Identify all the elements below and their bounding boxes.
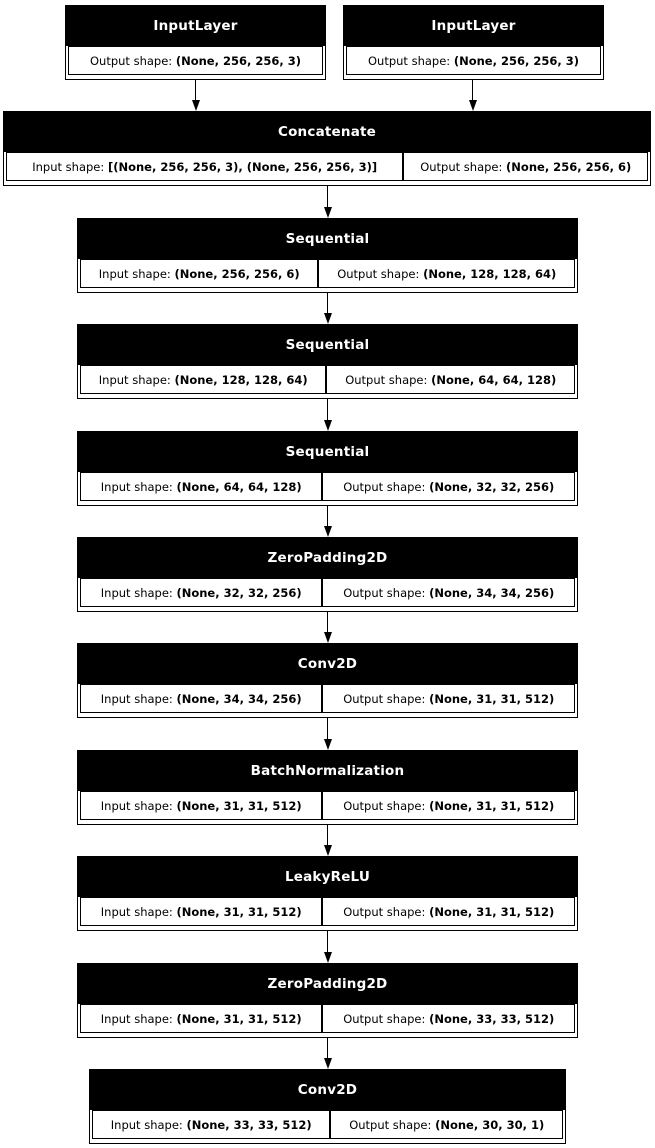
shape-label: Output shape: xyxy=(337,266,420,281)
shape-value: (None, 256, 256, 6) xyxy=(506,159,632,174)
shape-label: Output shape: xyxy=(343,691,426,706)
edge-input-layer-2-to-concatenate xyxy=(468,80,477,111)
node-batch-normalization xyxy=(77,750,578,825)
input-shape-cell xyxy=(80,1004,322,1033)
edge-line xyxy=(327,1038,329,1058)
arrowhead-icon xyxy=(324,207,332,218)
input-shape-cell xyxy=(80,684,322,713)
arrowhead-icon xyxy=(324,420,332,431)
edge-line xyxy=(327,825,329,845)
edge-batch-normalization-to-leaky-relu xyxy=(323,825,332,856)
arrowhead-icon xyxy=(324,1058,332,1069)
layer-type-label: ZeroPadding2D xyxy=(78,964,577,1004)
edge-line xyxy=(327,293,329,313)
arrowhead-icon xyxy=(192,100,200,111)
node-conv2d-1 xyxy=(77,643,578,718)
shape-label: Output shape: xyxy=(343,798,426,813)
shape-value: (None, 34, 34, 256) xyxy=(429,585,555,600)
node-input-layer-2 xyxy=(343,5,604,80)
layer-type-label: Conv2D xyxy=(90,1070,565,1110)
arrowhead-icon xyxy=(324,845,332,856)
input-shape-cell xyxy=(80,578,322,607)
shape-value: (None, 31, 31, 512) xyxy=(429,798,555,813)
shape-value: (None, 31, 31, 512) xyxy=(176,798,302,813)
shape-label: Output shape: xyxy=(349,1117,432,1132)
edge-sequential-2-to-sequential-3 xyxy=(323,399,332,431)
arrowhead-icon xyxy=(469,100,477,111)
output-shape-cell xyxy=(326,365,575,394)
edge-sequential-1-to-sequential-2 xyxy=(323,293,332,324)
edge-sequential-3-to-zero-padding2d-1 xyxy=(323,506,332,537)
edge-line xyxy=(327,931,329,952)
shape-value: (None, 31, 31, 512) xyxy=(176,1011,302,1026)
edge-line xyxy=(327,718,329,739)
output-shape-cell xyxy=(346,46,601,75)
shape-label: Input shape: xyxy=(100,904,173,919)
layer-type-label: LeakyReLU xyxy=(78,857,577,897)
shape-label: Input shape: xyxy=(98,372,171,387)
edge-line xyxy=(472,80,474,100)
shape-value: (None, 34, 34, 256) xyxy=(176,691,302,706)
shape-label: Input shape: xyxy=(110,1117,183,1132)
input-shape-cell xyxy=(80,897,322,926)
layer-type-label: Sequential xyxy=(78,432,577,472)
layer-type-label: InputLayer xyxy=(344,6,603,46)
layer-type-label: Concatenate xyxy=(4,112,650,152)
edge-line xyxy=(327,506,329,526)
edge-zero-padding2d-1-to-conv2d-1 xyxy=(323,612,332,643)
shape-label: Output shape: xyxy=(345,372,428,387)
node-input-layer-1 xyxy=(65,5,326,80)
shape-value: (None, 32, 32, 256) xyxy=(429,479,555,494)
output-shape-cell xyxy=(403,152,648,181)
edge-concatenate-to-sequential-1 xyxy=(323,186,332,218)
arrowhead-icon xyxy=(324,632,332,643)
input-shape-cell xyxy=(80,365,326,394)
output-shape-cell xyxy=(330,1110,563,1139)
input-shape-cell xyxy=(80,472,322,501)
shape-value: (None, 256, 256, 6) xyxy=(174,266,300,281)
output-shape-cell xyxy=(318,259,575,288)
shape-value: (None, 256, 256, 3) xyxy=(175,53,301,68)
layer-type-label: ZeroPadding2D xyxy=(78,538,577,578)
shape-label: Input shape: xyxy=(100,798,173,813)
shape-value: (None, 64, 64, 128) xyxy=(431,372,557,387)
node-sequential-2 xyxy=(77,324,578,399)
edge-line xyxy=(327,399,329,420)
shape-label: Input shape: xyxy=(98,266,171,281)
shape-value: (None, 128, 128, 64) xyxy=(423,266,557,281)
shape-label: Output shape: xyxy=(343,585,426,600)
shape-value: (None, 30, 30, 1) xyxy=(435,1117,545,1132)
input-shape-cell xyxy=(80,791,322,820)
layer-type-label: InputLayer xyxy=(66,6,325,46)
input-shape-cell xyxy=(80,259,318,288)
layer-type-label: Conv2D xyxy=(78,644,577,684)
shape-label: Input shape: xyxy=(100,1011,173,1026)
edge-input-layer-1-to-concatenate xyxy=(191,80,200,111)
node-concatenate xyxy=(3,111,651,186)
shape-value: (None, 31, 31, 512) xyxy=(429,691,555,706)
node-sequential-3 xyxy=(77,431,578,506)
shape-label: Input shape: xyxy=(100,479,173,494)
node-conv2d-2 xyxy=(89,1069,566,1144)
shape-label: Input shape: xyxy=(100,585,173,600)
shape-label: Output shape: xyxy=(343,479,426,494)
layer-type-label: Sequential xyxy=(78,219,577,259)
shape-value: (None, 256, 256, 3) xyxy=(453,53,579,68)
node-zero-padding2d-1 xyxy=(77,537,578,612)
edge-line xyxy=(195,80,197,100)
node-leaky-relu xyxy=(77,856,578,931)
edge-zero-padding2d-2-to-conv2d-2 xyxy=(323,1038,332,1069)
output-shape-cell xyxy=(322,684,575,713)
arrowhead-icon xyxy=(324,313,332,324)
edge-line xyxy=(327,186,329,207)
shape-label: Output shape: xyxy=(343,904,426,919)
output-shape-cell xyxy=(322,472,575,501)
shape-label: Output shape: xyxy=(343,1011,426,1026)
output-shape-cell xyxy=(68,46,323,75)
shape-value: (None, 31, 31, 512) xyxy=(429,904,555,919)
arrowhead-icon xyxy=(324,952,332,963)
arrowhead-icon xyxy=(324,739,332,750)
layer-type-label: Sequential xyxy=(78,325,577,365)
shape-label: Output shape: xyxy=(367,53,451,68)
shape-label: Output shape: xyxy=(420,159,503,174)
shape-value: (None, 31, 31, 512) xyxy=(176,904,302,919)
node-sequential-1 xyxy=(77,218,578,293)
edge-conv2d-1-to-batch-normalization xyxy=(323,718,332,750)
shape-label: Output shape: xyxy=(89,53,173,68)
shape-value: (None, 32, 32, 256) xyxy=(176,585,302,600)
layer-type-label: BatchNormalization xyxy=(78,751,577,791)
shape-value: (None, 33, 33, 512) xyxy=(429,1011,555,1026)
shape-value: [(None, 256, 256, 3), (None, 256, 256, 3)] xyxy=(107,159,378,174)
shape-value: (None, 33, 33, 512) xyxy=(186,1117,312,1132)
output-shape-cell xyxy=(322,1004,575,1033)
input-shape-cell xyxy=(6,152,403,181)
node-zero-padding2d-2 xyxy=(77,963,578,1038)
input-shape-cell xyxy=(92,1110,330,1139)
edge-leaky-relu-to-zero-padding2d-2 xyxy=(323,931,332,963)
output-shape-cell xyxy=(322,897,575,926)
shape-label: Input shape: xyxy=(32,159,105,174)
arrowhead-icon xyxy=(324,526,332,537)
edge-line xyxy=(327,612,329,632)
shape-value: (None, 64, 64, 128) xyxy=(176,479,302,494)
output-shape-cell xyxy=(322,791,575,820)
shape-label: Input shape: xyxy=(100,691,173,706)
shape-value: (None, 128, 128, 64) xyxy=(174,372,308,387)
output-shape-cell xyxy=(322,578,575,607)
